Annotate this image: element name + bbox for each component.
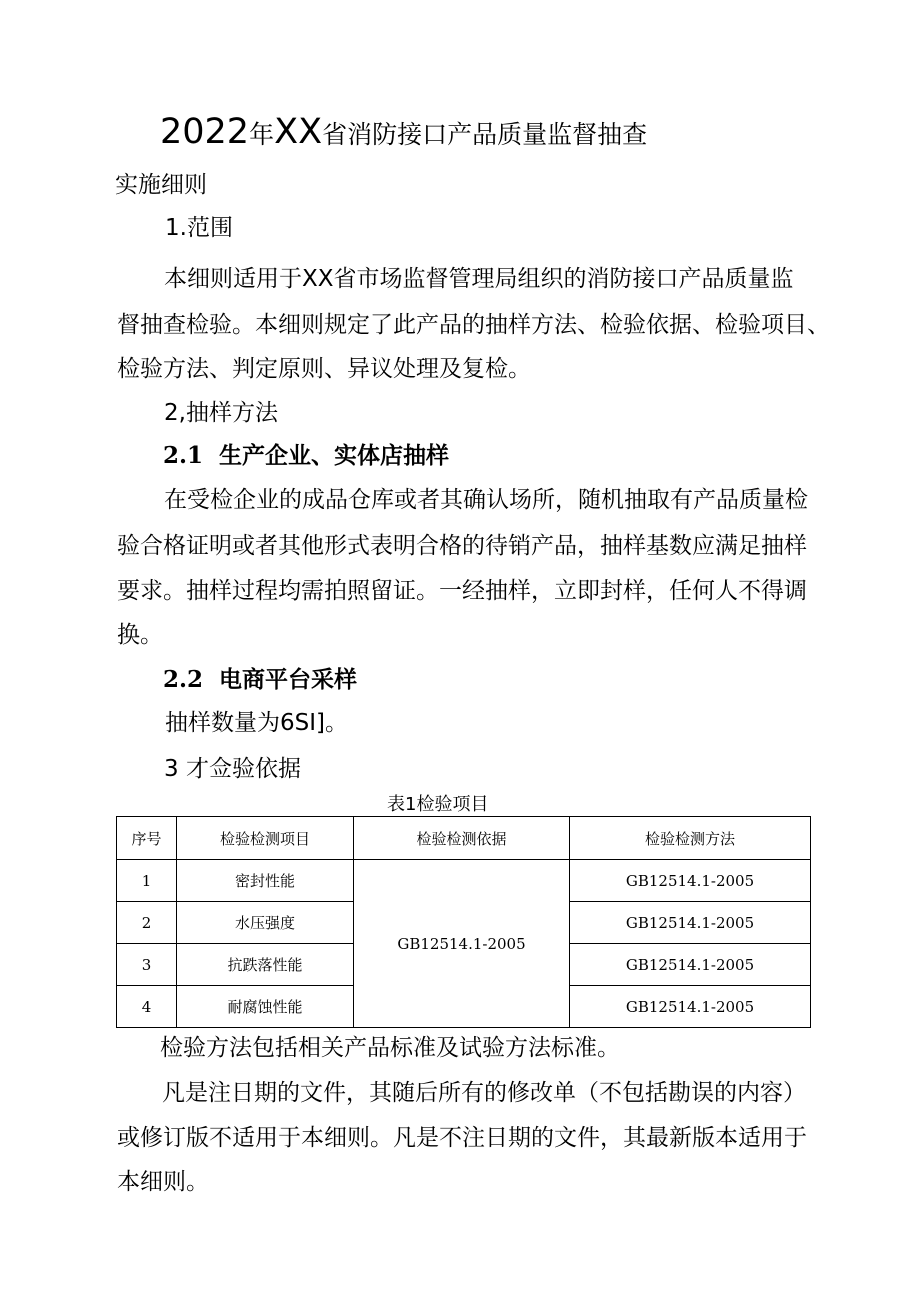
after-table-line: 检验方法包括相关产品标准及试验方法标准。 [160,1035,620,1061]
section-2-1-line-2: 验合格证明或者其他形式表明合格的待销产品，抽样基数应满足抽样 [117,533,807,559]
table-row [117,860,811,902]
title-xx: XX [274,112,323,152]
document-title [160,112,647,152]
table-caption: 表1检验项目 [387,794,489,815]
final-line-1: 凡是注日期的文件，其随后所有的修改单（不包括勘误的内容） [162,1080,806,1106]
row-method: GB12514.1-2005 [570,902,811,944]
section-2-heading: 2,抽样方法 [164,400,278,426]
row-method: GB12514.1-2005 [570,986,811,1028]
header-cell: 序号 [117,817,177,860]
final-line-2: 或修订版不适用于本细则。凡是不注日期的文件，其最新版本适用于 [117,1125,807,1151]
basis-merged-cell: GB12514.1-2005 [354,860,570,1028]
row-item: 耐腐蚀性能 [177,986,354,1028]
section-2-2-heading: 2.2 电商平台采样 [163,666,358,693]
header-cell: 检验检测方法 [570,817,811,860]
row-method: GB12514.1-2005 [570,944,811,986]
row-item: 水压强度 [177,902,354,944]
final-line-3: 本细则。 [117,1169,209,1195]
header-cell: 检验检测依据 [354,817,570,860]
table-header-row [117,817,811,860]
title-rest: 省消防接口产品质量监督抽查 [322,120,648,149]
title-nian: 年 [249,120,275,149]
row-item: 密封性能 [177,860,354,902]
section-2-1-line-1: 在受检企业的成品仓库或者其确认场所，随机抽取有产品质量检 [164,487,808,513]
section-1-line-3: 检验方法、判定原则、异议处理及复检。 [117,356,531,382]
header-cell: 检验检测项目 [177,817,354,860]
row-item: 抗跌落性能 [177,944,354,986]
section-1-line-1: 本细则适用于XX省市场监督管理局组织的消防接口产品质量监 [164,266,794,292]
row-method: GB12514.1-2005 [570,860,811,902]
row-number: 1 [117,860,177,902]
document-subtitle: 实施细则 [115,172,207,198]
title-year: 2022 [160,112,250,152]
section-2-1-line-4: 换。 [117,622,163,648]
section-1-heading: 1.范围 [165,215,233,241]
section-2-2-line: 抽样数量为6SI]。 [165,710,348,736]
inspection-items-table [116,816,811,1028]
section-2-1-heading: 2.1 生产企业、实体店抽样 [163,442,450,469]
row-number: 3 [117,944,177,986]
section-3-heading: 3 才佥验依据 [164,756,301,782]
section-1-line-2: 督抽查检验。本细则规定了此产品的抽样方法、检验依据、检验项目、 [117,312,830,338]
section-2-1-line-3: 要求。抽样过程均需拍照留证。一经抽样，立即封样，任何人不得调 [117,578,807,604]
row-number: 4 [117,986,177,1028]
row-number: 2 [117,902,177,944]
